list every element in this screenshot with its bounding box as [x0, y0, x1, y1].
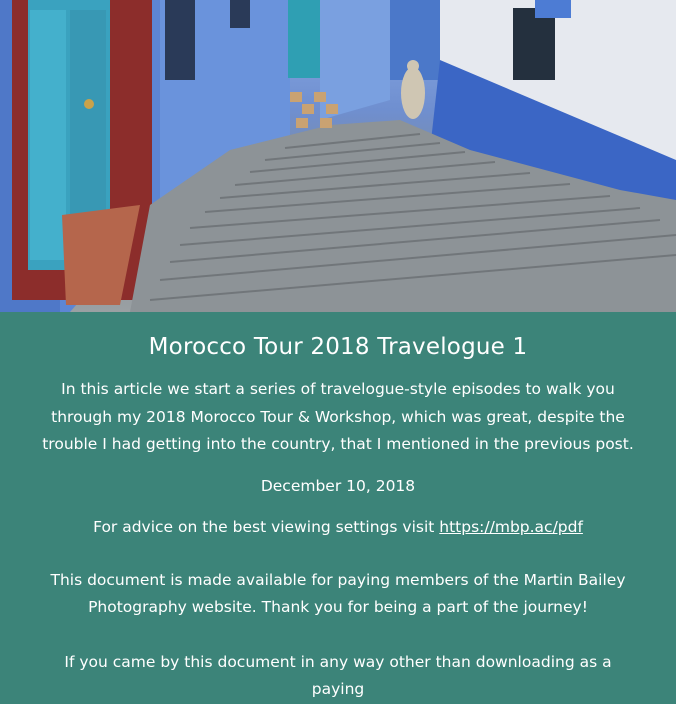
hero-photo: [0, 0, 676, 312]
viewing-settings-link[interactable]: https://mbp.ac/pdf: [439, 517, 583, 536]
members-note: This document is made available for paying members of the Martin Bailey Photography website. Thank you for being a part of the journey!: [50, 570, 626, 616]
usage-notice: If you came by this document in any way other than downloading as a paying: [64, 652, 612, 698]
viewing-advice: [38, 514, 638, 541]
article-title: Morocco Tour 2018 Travelogue 1: [148, 334, 528, 360]
publish-date: December 10, 2018: [260, 476, 416, 495]
article-intro: In this article we start a series of travelogue-style episodes to walk you through my 2018 Morocco Tour & Workshop, which was great, despite the trouble I had getting into the country, that I mentioned in the previous post.: [42, 380, 634, 453]
article-content: [0, 312, 676, 704]
blue-alley-stairs-image: [0, 0, 676, 312]
viewing-advice-text: For advice on the best viewing settings visit: [93, 517, 440, 536]
